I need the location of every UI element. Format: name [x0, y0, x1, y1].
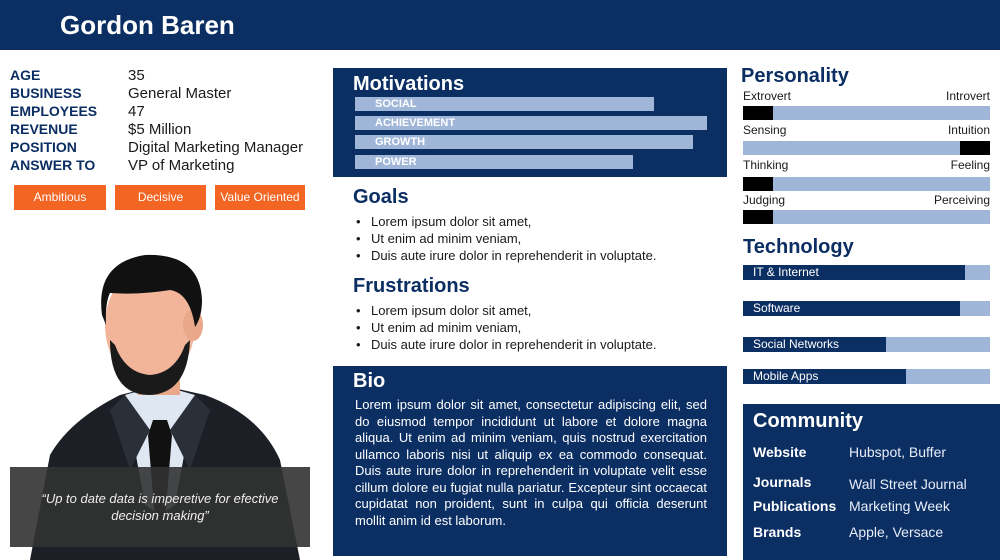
tag-ambitious: Ambitious	[14, 185, 106, 210]
community-value: Apple, Versace	[849, 524, 944, 540]
frustrations-title: Frustrations	[353, 275, 470, 297]
list-item: • Lorem ipsum dolor sit amet,	[356, 213, 656, 230]
motivation-label: POWER	[375, 156, 417, 168]
goals-list	[356, 213, 656, 264]
info-value: Digital Marketing Manager	[128, 138, 304, 156]
info-label: EMPLOYEES	[10, 103, 98, 119]
trait-marker	[743, 106, 773, 120]
info-label: POSITION	[10, 139, 77, 155]
motivation-bar-achievement	[355, 116, 707, 130]
info-label: BUSINESS	[10, 85, 82, 101]
tag-value-oriented: Value Oriented	[215, 185, 305, 210]
trait-right-label: Perceiving	[933, 193, 990, 207]
motivation-bar-growth	[355, 135, 693, 149]
list-item: • Ut enim ad minim veniam,	[356, 319, 656, 336]
info-row-position	[10, 138, 330, 156]
trait-left-label: Thinking	[743, 158, 789, 172]
trait-slider-extrovert-introvert	[743, 106, 990, 120]
persona-quote: “Up to date data is imperetive for efective decision making”	[10, 467, 310, 547]
trait-marker	[743, 177, 773, 191]
tech-label: Software	[753, 301, 801, 315]
community-title: Community	[753, 410, 863, 432]
info-label: ANSWER TO	[10, 157, 96, 173]
motivation-bar-power	[355, 155, 633, 169]
list-item: • Duis aute irure dolor in reprehenderit in voluptate.	[356, 336, 656, 353]
personality-title: Personality	[741, 65, 849, 87]
goals-title: Goals	[353, 186, 409, 208]
info-row-employees	[10, 102, 330, 120]
trait-right-label: Introvert	[945, 89, 990, 103]
trait-slider-judging-perceiving	[743, 210, 990, 224]
community-panel	[743, 404, 1000, 560]
info-row-business	[10, 84, 330, 102]
community-label: Brands	[753, 524, 802, 540]
trait-marker	[960, 141, 990, 155]
list-item: • Lorem ipsum dolor sit amet,	[356, 302, 656, 319]
motivation-label: SOCIAL	[375, 98, 417, 110]
info-value: 35	[128, 66, 145, 84]
trait-slider-thinking-feeling	[743, 177, 990, 191]
bio-panel	[333, 366, 727, 556]
header-bar	[0, 0, 1000, 50]
community-label: Publications	[753, 498, 837, 514]
info-value: VP of Marketing	[128, 156, 235, 174]
trait-right-label: Intuition	[947, 123, 990, 137]
info-value: 47	[128, 102, 145, 120]
list-item: • Ut enim ad minim veniam,	[356, 230, 656, 247]
tag-decisive: Decisive	[115, 185, 206, 210]
trait-left-label: Judging	[743, 193, 786, 207]
trait-marker	[743, 210, 773, 224]
bio-text: Lorem ipsum dolor sit amet, consectetur adipiscing elit, sed do eiusmod tempor incididunt ut labore et dolore magna aliqua. Ut enim ad minim veniam, quis nostrud exercitation ullamco laboris nisi ut aliquip ex ea commodo consequat. Duis aute irure dolor in reprehenderit in voluptate velit esse cillum dolore eu fugiat nulla pariatur. Excepteur sint occaecat cupidatat non proident, sunt in culpa qui officia deserunt mollit anim id est laborum.	[355, 397, 707, 528]
info-label: AGE	[10, 67, 41, 83]
community-value: Hubspot, Buffer	[849, 444, 947, 460]
info-row-age	[10, 66, 330, 84]
community-label: Website	[753, 444, 807, 460]
list-item: • Duis aute irure dolor in reprehenderit in voluptate.	[356, 247, 656, 264]
info-row-answer-to	[10, 156, 330, 174]
trait-slider-sensing-intuition	[743, 141, 990, 155]
motivations-panel	[333, 68, 727, 177]
motivations-title: Motivations	[353, 73, 465, 95]
info-row-revenue	[10, 120, 330, 138]
info-value: General Master	[128, 84, 232, 102]
tech-label: Social Networks	[753, 337, 840, 351]
info-value: $5 Million	[128, 120, 192, 138]
info-label: REVENUE	[10, 121, 78, 137]
community-value: Marketing Week	[849, 498, 950, 514]
motivation-label: GROWTH	[375, 136, 426, 148]
bio-title: Bio	[353, 370, 386, 392]
trait-left-label: Extrovert	[743, 89, 792, 103]
motivation-label: ACHIEVEMENT	[375, 117, 456, 129]
community-value: Wall Street Journal	[849, 476, 967, 492]
frustrations-list	[356, 302, 656, 353]
technology-title: Technology	[743, 236, 854, 258]
persona-name: Gordon Baren	[60, 10, 235, 40]
trait-left-label: Sensing	[743, 123, 787, 137]
community-label: Journals	[753, 474, 812, 490]
motivation-bar-social	[355, 97, 654, 111]
tech-label: Mobile Apps	[753, 369, 819, 383]
trait-right-label: Feeling	[950, 158, 990, 172]
persona-info	[10, 66, 330, 174]
trait-tags	[14, 185, 305, 210]
tech-label: IT & Internet	[753, 265, 819, 279]
